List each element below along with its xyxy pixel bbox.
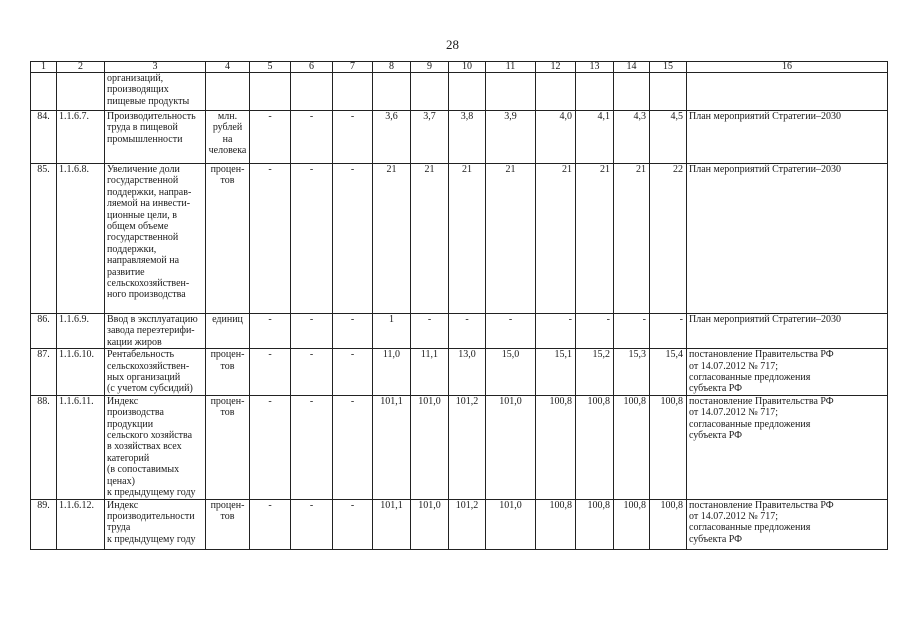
- unit-of-measure: процен- тов: [206, 395, 250, 499]
- indicator-code: 1.1.6.11.: [57, 395, 105, 499]
- page-number: 28: [446, 37, 459, 52]
- column-header: 8: [373, 62, 411, 73]
- value-cell: -: [411, 314, 449, 349]
- column-header: 4: [206, 62, 250, 73]
- value-cell: 101,1: [373, 499, 411, 549]
- value-cell: 1: [373, 314, 411, 349]
- value-cell: -: [250, 111, 291, 164]
- value-cell: -: [250, 499, 291, 549]
- value-cell: 100,8: [576, 499, 614, 549]
- unit-of-measure: процен- тов: [206, 349, 250, 396]
- value-cell: 21: [576, 164, 614, 314]
- column-header: 2: [57, 62, 105, 73]
- value-cell: -: [449, 314, 486, 349]
- value-cell: 3,9: [486, 111, 536, 164]
- table-row: [31, 164, 888, 314]
- unit-of-measure: процен- тов: [206, 164, 250, 314]
- source-document: постановление Правительства РФ от 14.07.2012 № 717; согласованные предложения субъекта РФ: [687, 499, 888, 549]
- indicator-name: Производительность труда в пищевой промышленности: [105, 111, 206, 164]
- indicator-name: Индекс производства продукции сельского хозяйства в хозяйствах всех категорий (в сопоставимых ценах) к предыдущему году: [105, 395, 206, 499]
- value-cell: 3,6: [373, 111, 411, 164]
- value-cell: 21: [449, 164, 486, 314]
- column-header: 11: [486, 62, 536, 73]
- value-cell: -: [291, 111, 333, 164]
- column-header: 13: [576, 62, 614, 73]
- value-cell: 15,4: [650, 349, 687, 396]
- column-header: 16: [687, 62, 888, 73]
- value-cell: 100,8: [536, 499, 576, 549]
- table-row: [31, 499, 888, 549]
- value-cell: 15,0: [486, 349, 536, 396]
- value-cell: -: [650, 314, 687, 349]
- table-row: [31, 395, 888, 499]
- unit-of-measure: процен- тов: [206, 499, 250, 549]
- source-document: План мероприятий Стратегии–2030: [687, 164, 888, 314]
- value-cell: -: [333, 349, 373, 396]
- column-header: 9: [411, 62, 449, 73]
- value-cell: -: [536, 314, 576, 349]
- table-row: [31, 314, 888, 349]
- value-cell: 101,0: [411, 499, 449, 549]
- value-cell: 101,0: [411, 395, 449, 499]
- source-document: постановление Правительства РФ от 14.07.2012 № 717; согласованные предложения субъекта РФ: [687, 349, 888, 396]
- column-header: 6: [291, 62, 333, 73]
- value-cell: 100,8: [650, 499, 687, 549]
- row-number: 87.: [31, 349, 57, 396]
- value-cell: 101,0: [486, 395, 536, 499]
- value-cell: 15,2: [576, 349, 614, 396]
- value-cell: 4,1: [576, 111, 614, 164]
- value-cell: 101,0: [486, 499, 536, 549]
- value-cell: 101,2: [449, 499, 486, 549]
- row-number: 85.: [31, 164, 57, 314]
- value-cell: -: [291, 395, 333, 499]
- value-cell: -: [576, 314, 614, 349]
- value-cell: 4,3: [614, 111, 650, 164]
- value-cell: 11,1: [411, 349, 449, 396]
- value-cell: 4,0: [536, 111, 576, 164]
- unit-of-measure: млн. рублей на человека: [206, 111, 250, 164]
- value-cell: 101,1: [373, 395, 411, 499]
- value-cell: 21: [373, 164, 411, 314]
- indicator-code: 1.1.6.7.: [57, 111, 105, 164]
- indicator-name: Индекс производительности труда к предыдущему году: [105, 499, 206, 549]
- column-header: 14: [614, 62, 650, 73]
- source-document: План мероприятий Стратегии–2030: [687, 314, 888, 349]
- continuation-row: [31, 73, 888, 111]
- indicators-table: [30, 61, 888, 550]
- value-cell: 100,8: [536, 395, 576, 499]
- value-cell: 4,5: [650, 111, 687, 164]
- value-cell: 21: [411, 164, 449, 314]
- indicator-code: 1.1.6.10.: [57, 349, 105, 396]
- row-number: 84.: [31, 111, 57, 164]
- indicator-name: Ввод в эксплуатацию завода переэтерифи- кации жиров: [105, 314, 206, 349]
- value-cell: 11,0: [373, 349, 411, 396]
- value-cell: -: [291, 164, 333, 314]
- column-header: 7: [333, 62, 373, 73]
- table-row: [31, 349, 888, 396]
- row-number: 88.: [31, 395, 57, 499]
- table-row: [31, 111, 888, 164]
- value-cell: 15,1: [536, 349, 576, 396]
- value-cell: 13,0: [449, 349, 486, 396]
- value-cell: 100,8: [614, 395, 650, 499]
- value-cell: -: [291, 314, 333, 349]
- value-cell: -: [250, 164, 291, 314]
- column-header: 1: [31, 62, 57, 73]
- value-cell: -: [333, 314, 373, 349]
- column-header: 12: [536, 62, 576, 73]
- value-cell: -: [333, 499, 373, 549]
- unit-of-measure: единиц: [206, 314, 250, 349]
- value-cell: -: [333, 395, 373, 499]
- value-cell: -: [250, 395, 291, 499]
- indicator-code: 1.1.6.12.: [57, 499, 105, 549]
- value-cell: -: [250, 349, 291, 396]
- row-number: 89.: [31, 499, 57, 549]
- indicator-code: 1.1.6.8.: [57, 164, 105, 314]
- value-cell: -: [486, 314, 536, 349]
- value-cell: 3,7: [411, 111, 449, 164]
- indicator-name: Рентабельность сельскохозяйствен- ных организаций (с учетом субсидий): [105, 349, 206, 396]
- value-cell: 21: [486, 164, 536, 314]
- row-number: 86.: [31, 314, 57, 349]
- value-cell: 22: [650, 164, 687, 314]
- value-cell: 3,8: [449, 111, 486, 164]
- value-cell: 15,3: [614, 349, 650, 396]
- indicator-code: 1.1.6.9.: [57, 314, 105, 349]
- indicator-name: Увеличение доли государственной поддержки, направ- ляемой на инвести- ционные цели, в общем объеме государственной поддержки, направляемой на развитие сельскохозяйствен- ного производства: [105, 164, 206, 314]
- value-cell: -: [250, 314, 291, 349]
- value-cell: 100,8: [650, 395, 687, 499]
- column-header: 3: [105, 62, 206, 73]
- column-header: 5: [250, 62, 291, 73]
- value-cell: -: [614, 314, 650, 349]
- value-cell: 100,8: [576, 395, 614, 499]
- column-header: 10: [449, 62, 486, 73]
- value-cell: 101,2: [449, 395, 486, 499]
- value-cell: -: [333, 111, 373, 164]
- value-cell: -: [291, 499, 333, 549]
- value-cell: -: [333, 164, 373, 314]
- value-cell: 21: [536, 164, 576, 314]
- source-document: План мероприятий Стратегии–2030: [687, 111, 888, 164]
- value-cell: 100,8: [614, 499, 650, 549]
- column-number-row: [31, 62, 888, 73]
- value-cell: -: [291, 349, 333, 396]
- column-header: 15: [650, 62, 687, 73]
- value-cell: 21: [614, 164, 650, 314]
- continued-indicator-name: организаций, производящих пищевые продукты: [105, 73, 206, 111]
- source-document: постановление Правительства РФ от 14.07.2012 № 717; согласованные предложения субъекта РФ: [687, 395, 888, 499]
